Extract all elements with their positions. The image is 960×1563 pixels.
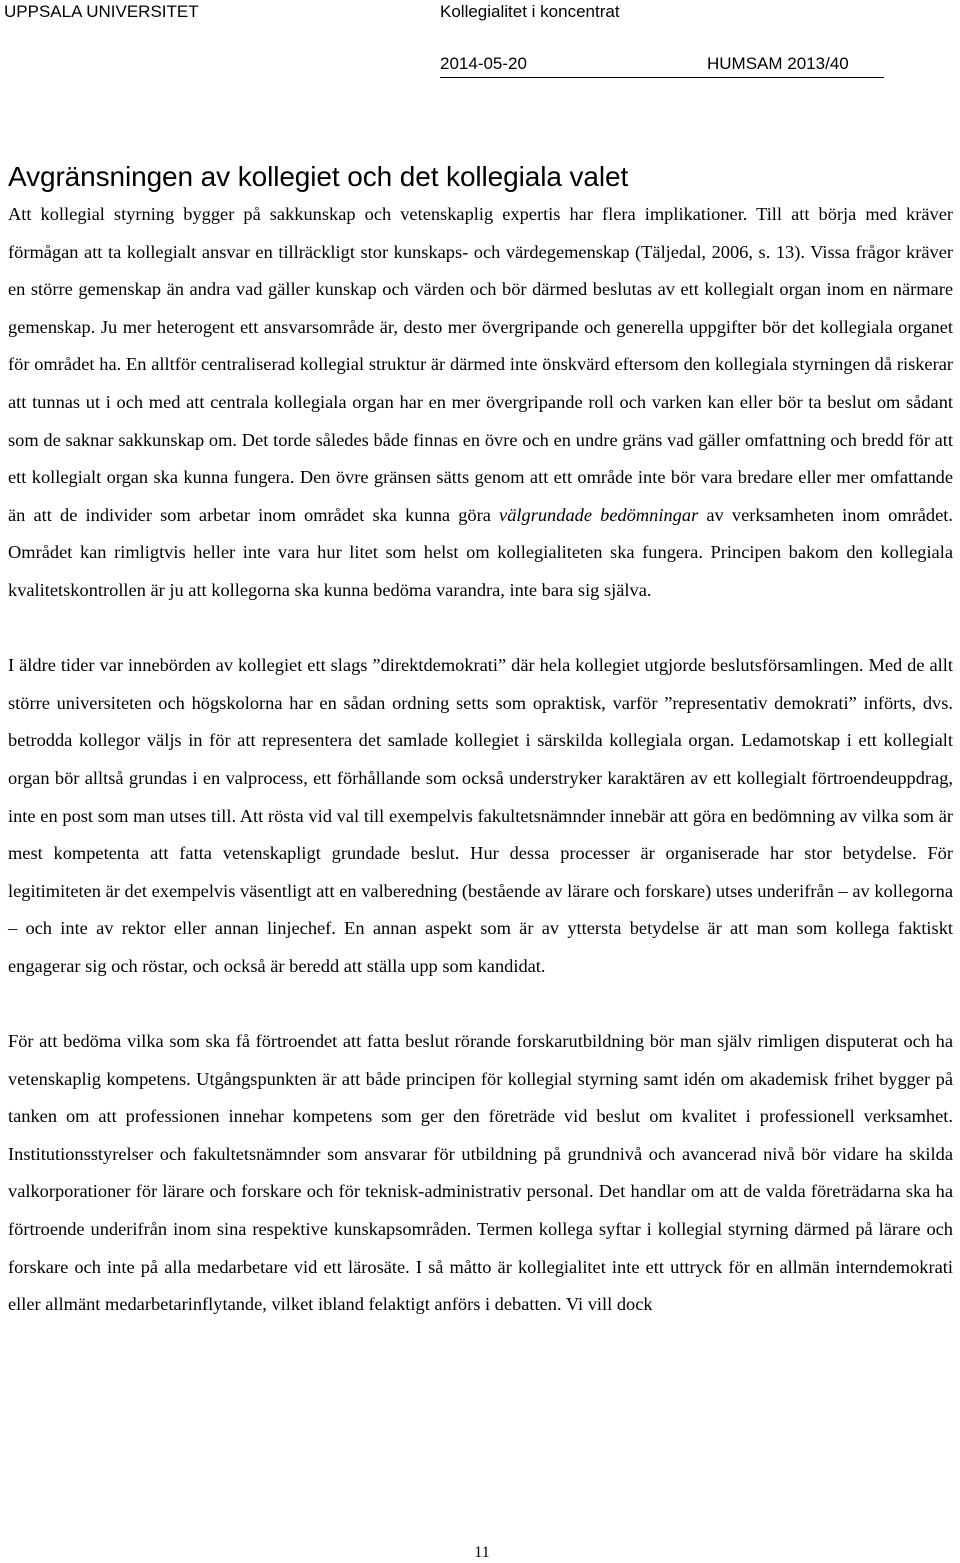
header-organization: UPPSALA UNIVERSITET [4,2,199,21]
paragraph-1-text-start: Att kollegial styrning bygger på sakkunskap och vetenskaplig expertis har flera implikationer. Till att börja med kräver förmågan att ta kollegialt ansvar en tillräckligt stor kunskaps- och värdegemenskap (Täljedal, 2006, s. 13). Vissa frågor kräver en större gemenskap än andra vad gäller kunskap och värden och bör därmed beslutas av ett kollegialt organ inom en närmare gemenskap. Ju mer heterogent ett ansvarsområde är, desto mer övergripande och generella uppgifter bör det kollegiala organet för området ha. En alltför centraliserad kollegial struktur är därmed inte önskvärd eftersom den kollegiala styrningen då riskerar att tunnas ut i och med att centrala kollegiala organ har en mer övergripande roll och varken kan eller bör ta beslut om sådant som de saknar sakkunskap om. Det torde således både finnas en övre och en undre gräns vad gäller omfattning och bredd för att ett kollegialt organ ska kunna fungera. Den övre gränsen sätts genom att ett område inte bör vara bredare eller mer omfattande än att de individer som arbetar inom området ska kunna göra [8,204,953,525]
paragraph-1-text-end: av verksamheten inom området. Området kan rimligtvis heller inte vara hur litet som helst om kollegialiteten ska fungera. Principen bakom den kollegiala kvalitetskontrollen är ju att kollegorna ska kunna bedöma varandra, inte bara sig själva. [8,504,953,600]
paragraph-3: För att bedöma vilka som ska få förtroendet att fatta beslut rörande forskarutbildning bör man själv rimligen disputerat och ha vetenskaplig kompetens. Utgångspunkten är att både principen för kollegial styrning samt idén om akademisk frihet bygger på tanken om att professionen innehar kompetens som ger den företräde vid beslut om kvalitet i professionell verksamhet. Institutionsstyrelser och fakultetsnämnder som ansvarar för utbildning på grundnivå och avancerad nivå bör vidare ha skilda valkorporationer för lärare och forskare och för teknisk-administrativ personal. Det handlar om att de valda företrädarna ska ha förtroende underifrån inom sina respektive kunskapsområden. Termen kollega syftar i kollegial styrning därmed på lärare och forskare och inte på alla medarbetare vid ett lärosäte. I så måtto är kollegialitet inte ett uttryck för en allmän interndemokrati eller allmänt medarbetarinflytande, vilket ibland felaktigt anförs i debatten. Vi vill dock [8,1031,953,1315]
header-reference: HUMSAM 2013/40 [707,54,849,73]
page-number-label: 11 [474,1544,490,1561]
paragraph-1-emphasis: välgrundade bedömningar [499,504,699,525]
header-document-title: Kollegialitet i koncentrat [440,2,620,21]
document-body [8,158,953,1324]
header-date: 2014-05-20 [440,54,527,73]
section-heading: Avgränsningen av kollegiet och det kollegiala valet [8,161,629,192]
paragraph-1 [8,196,953,610]
page-number [0,1544,960,1562]
paragraph-2: I äldre tider var innebörden av kollegiet ett slags ”direktdemokrati” där hela kollegiet utgjorde beslutsförsamlingen. Med de allt större universiteten och högskolorna har en sådan ordning setts som opraktisk, varför ”representativ demokrati” införts, dvs. betrodda kollegor väljs in för att representera det samlade kollegiet i särskilda kollegiala organ. Ledamotskap i ett kollegialt organ bör alltså grundas i en valprocess, ett förhållande som också understryker karaktären av ett kollegialt förtroendeuppdrag, inte en post som man utses till. Att rösta vid val till exempelvis fakultetsnämnder innebär att göra en bedömning av vilka som är mest kompetenta att fatta vetenskapligt grundade beslut. Hur dessa processer är organiserade har stor betydelse. För legitimiteten är det exempelvis väsentligt att en valberedning (bestående av lärare och forskare) utses underifrån – av kollegorna – och inte av rektor eller annan linjechef. En annan aspekt som är av yttersta betydelse är att man som kollega faktiskt engagerar sig och röstar, och också är beredd att ställa upp som kandidat. [8,655,953,976]
header-divider [440,77,884,78]
page-header [0,0,960,80]
